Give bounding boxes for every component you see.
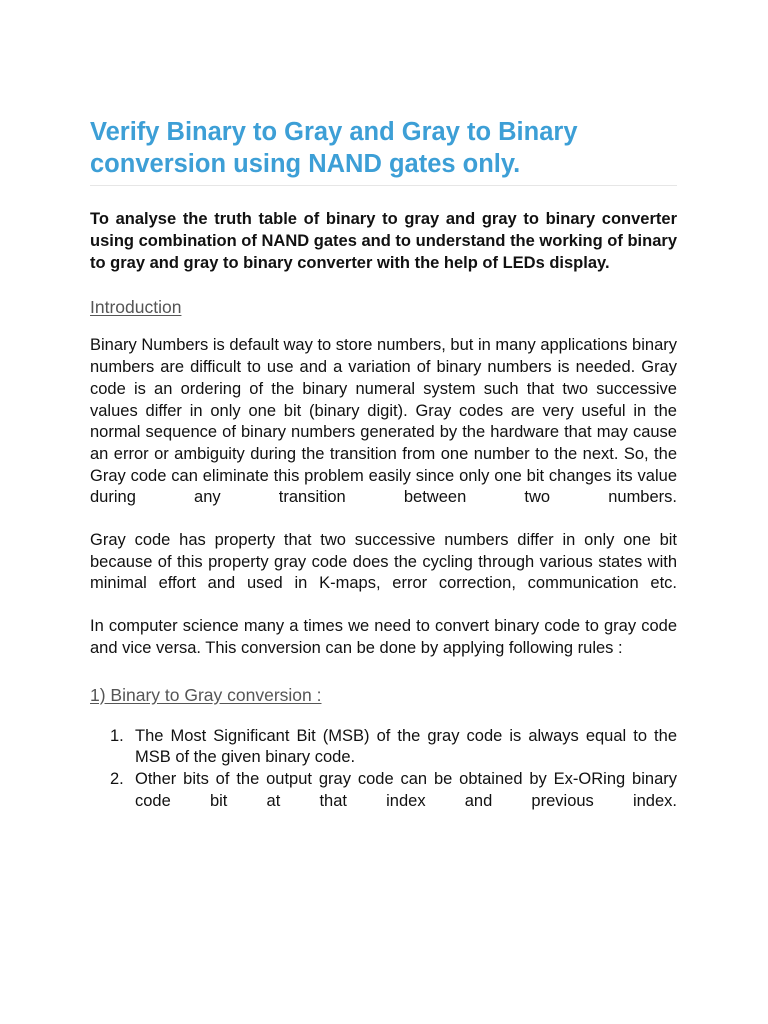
document-page [90, 116, 677, 812]
intro-paragraph-1: Binary Numbers is default way to store numbers, but in many applications binary numbers are difficult to use and a variation of binary numbers is needed. Gray code is an ordering of the binary numeral system such that two successive values differ in only one bit (binary digit). Gray codes are very useful in the normal sequence of binary numbers generated by the hardware that may cause an error or ambiguity during the transition from one number to the next. So, the Gray code can eliminate this problem easily since only one bit changes its value during any transition between two numbers. [90, 336, 677, 507]
list-item-text: The Most Significant Bit (MSB) of the gray code is always equal to the MSB of the given binary code. [135, 726, 677, 767]
intro-paragraph-2: Gray code has property that two successive numbers differ in only one bit because of this property gray code does the cycling through various states with minimal effort and used in K-maps, error correction, communication etc. [90, 531, 677, 593]
intro-paragraph-3: In computer science many a times we need to convert binary code to gray code and vice versa. This conversion can be done by applying following rules : [90, 617, 677, 657]
list-item [110, 726, 677, 769]
introduction-heading: Introduction [90, 297, 182, 318]
title-divider [90, 185, 677, 186]
list-item-number: 2. [110, 769, 124, 788]
list-item-number: 1. [110, 726, 124, 745]
list-item-text: Other bits of the output gray code can be obtained by Ex-ORing binary code bit at that index and previous index. [135, 769, 677, 810]
aim-statement: To analyse the truth table of binary to gray and gray to binary converter using combination of NAND gates and to understand the working of binary to gray and gray to binary converter with the help of LEDs display. [90, 210, 677, 272]
binary-to-gray-heading: 1) Binary to Gray conversion : [90, 684, 322, 705]
document-title: Verify Binary to Gray and Gray to Binary conversion using NAND gates only. [90, 118, 578, 178]
list-item [110, 769, 677, 812]
conversion-rules-list [90, 726, 677, 813]
